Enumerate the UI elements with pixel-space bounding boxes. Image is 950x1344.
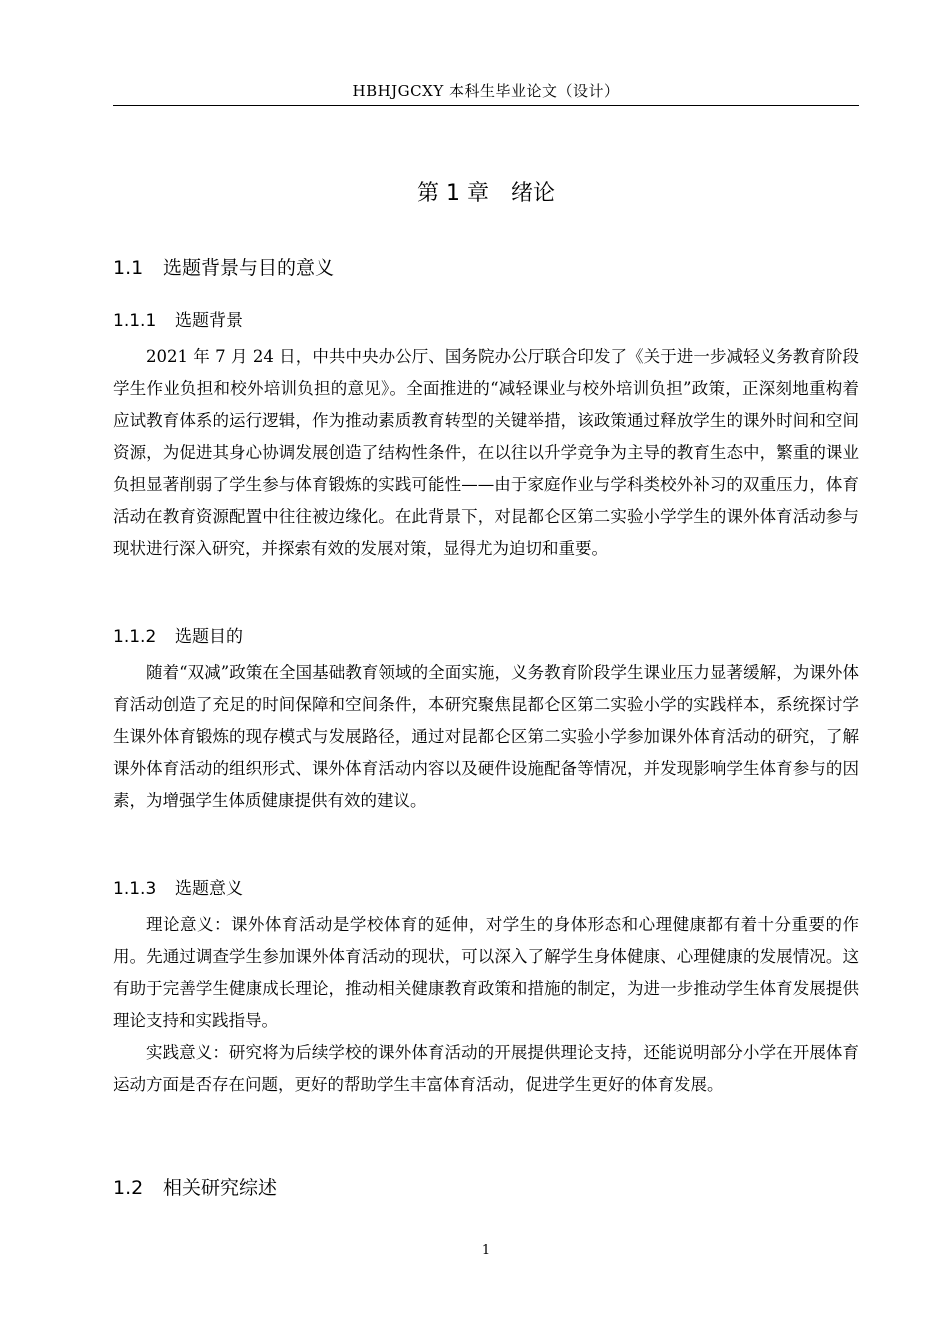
header-divider [113,105,859,106]
chapter-title [113,176,859,207]
theoretical-significance-paragraph: 理论意义：课外体育活动是学校体育的延伸，对学生的身体形态和心理健康都有着十分重要的作用。先通过调查学生参加课外体育活动的现状，可以深入了解学生身体健康、心理健康的发展情况。这有助于完善学生健康成长理论，推动相关健康教育政策和措施的制定，为进一步推动学生体育发展提供理论支持和实践指导。 [113,915,859,1030]
page-number: 1 [481,1243,491,1258]
subsection-number: 1.1.2 [113,627,157,647]
subsection-heading-1-1-2 [113,622,243,647]
subsection-heading-1-1-1 [113,306,243,331]
subsection-title: 选题目的 [175,627,243,647]
background-paragraph: 2021 年 7 月 24 日，中共中央办公厅、国务院办公厅联合印发了《关于进一步减轻义务教育阶段学生作业负担和校外培训负担的意见》。全面推进的“减轻课业与校外培训负担”政策，正深刻地重构着应试教育体系的运行逻辑，作为推动素质教育转型的关键举措，该政策通过释放学生的课外时间和空间资源，为促进其身心协调发展创造了结构性条件，在以往以升学竞争为主导的教育生态中，繁重的课业负担显著削弱了学生参与体育锻炼的实践可能性——由于家庭作业与学科类校外补习的双重压力，体育活动在教育资源配置中往往被边缘化。在此背景下，对昆都仑区第二实验小学学生的课外体育活动参与现状进行深入研究，并探索有效的发展对策，显得尤为迫切和重要。 [113,347,859,558]
section-title: 选题背景与目的意义 [163,257,335,279]
section-heading-1-2 [113,1173,277,1200]
purpose-paragraph: 随着“双减”政策在全国基础教育领域的全面实施，义务教育阶段学生课业压力显著缓解，为课外体育活动创造了充足的时间保障和空间条件，本研究聚焦昆都仑区第二实验小学的实践样本，系统探讨学生课外体育锻炼的现存模式与发展路径，通过对昆都仑区第二实验小学参加课外体育活动的研究，了解课外体育活动的组织形式、课外体育活动内容以及硬件设施配备等情况，并发现影响学生体育参与的因素，为增强学生体质健康提供有效的建议。 [113,663,859,810]
subsection-number: 1.1.1 [113,311,157,331]
section-title: 相关研究综述 [163,1177,278,1199]
running-header: HBHJGCXY 本科生毕业论文（设计） [352,82,620,100]
subsection-heading-1-1-3 [113,874,243,899]
chapter-title-text: 绪论 [510,181,555,206]
subsection-title: 选题背景 [175,311,243,331]
section-number: 1.1 [113,257,144,279]
chapter-number: 第 1 章 [417,181,489,206]
subsection-number: 1.1.3 [113,879,157,899]
section-heading-1-1 [113,253,334,280]
section-number: 1.2 [113,1177,144,1199]
practical-significance-paragraph: 实践意义：研究将为后续学校的课外体育活动的开展提供理论支持，还能说明部分小学在开展体育运动方面是否存在问题，更好的帮助学生丰富体育活动，促进学生更好的体育发展。 [113,1043,859,1094]
subsection-title: 选题意义 [175,879,243,899]
